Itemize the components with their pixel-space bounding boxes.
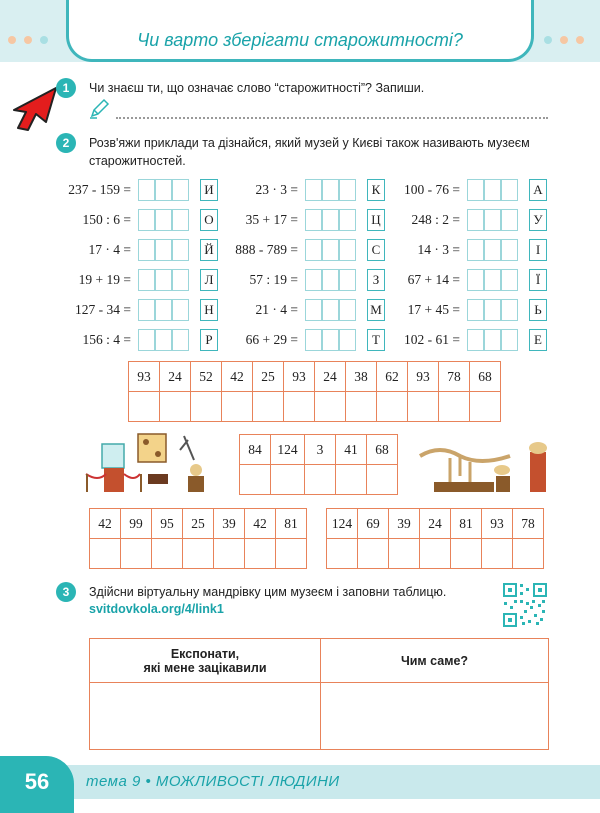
answer-digit-cell[interactable]	[155, 269, 172, 291]
code-letter-answer-cell[interactable]	[389, 539, 420, 569]
example-expression: 14 · 3 =	[417, 242, 460, 257]
code-letter-answer-cell[interactable]	[222, 392, 253, 422]
answer-digit-cell[interactable]	[501, 329, 518, 351]
code-letter-answer-cell[interactable]	[451, 539, 482, 569]
answer-digit-cell[interactable]	[155, 239, 172, 261]
code-number-cell: 25	[253, 362, 284, 392]
example-letter: З	[367, 269, 385, 291]
code-number-cell: 93	[284, 362, 315, 392]
example-letter: Н	[200, 299, 218, 321]
example-letter: Ь	[529, 299, 547, 321]
code-letter-answer-cell[interactable]	[346, 392, 377, 422]
example-expression: 57 : 19 =	[249, 272, 298, 287]
code-number-cell: 24	[420, 509, 451, 539]
exhibits-col-header-2-text: Чим саме?	[400, 653, 469, 668]
exhibits-answer-cell-1[interactable]	[90, 683, 321, 750]
code-letter-answer-cell[interactable]	[90, 539, 121, 569]
answer-digit-cell[interactable]	[305, 179, 322, 201]
code-number-cell: 24	[315, 362, 346, 392]
code-number-cell: 25	[183, 509, 214, 539]
answer-digit-cell[interactable]	[484, 329, 501, 351]
answer-digit-cell[interactable]	[305, 239, 322, 261]
code-letter-answer-cell[interactable]	[336, 465, 367, 495]
exhibits-col-header-1	[90, 639, 321, 683]
answer-digit-cell[interactable]	[305, 299, 322, 321]
answer-digit-cell[interactable]	[155, 299, 172, 321]
answer-digit-cell[interactable]	[467, 329, 484, 351]
code-letter-answer-cell[interactable]	[513, 539, 544, 569]
exhibits-answer-cell-2[interactable]	[321, 683, 549, 750]
code-letter-answer-cell[interactable]	[284, 392, 315, 422]
example-expression: 35 + 17 =	[245, 212, 298, 227]
dinosaur-skeleton-illustration	[410, 436, 560, 496]
code-letter-answer-cell[interactable]	[482, 539, 513, 569]
answer-digit-cell[interactable]	[322, 209, 339, 231]
code-letter-answer-cell[interactable]	[420, 539, 451, 569]
answer-digit-cell[interactable]	[339, 179, 356, 201]
code-letter-answer-cell[interactable]	[305, 465, 336, 495]
code-letter-answer-cell[interactable]	[152, 539, 183, 569]
code-letter-answer-cell[interactable]	[367, 465, 398, 495]
code-number-cell: 42	[222, 362, 253, 392]
answer-digit-cell[interactable]	[172, 179, 189, 201]
code-number-cell: 42	[90, 509, 121, 539]
code-table-row3	[89, 508, 307, 569]
answer-digit-cell[interactable]	[155, 209, 172, 231]
code-letter-answer-cell[interactable]	[271, 465, 305, 495]
task-3-text: Здійсни віртуальну мандрівку цим музеєм і заповни таблицю.	[89, 585, 447, 599]
code-number-cell: 99	[121, 509, 152, 539]
answer-digit-cell[interactable]	[339, 239, 356, 261]
answer-digit-cell[interactable]	[339, 209, 356, 231]
code-letter-answer-cell[interactable]	[191, 392, 222, 422]
answer-digit-cell[interactable]	[138, 239, 155, 261]
answer-digit-cell[interactable]	[484, 209, 501, 231]
answer-digit-cell[interactable]	[172, 269, 189, 291]
museum-exhibits-illustration	[84, 430, 234, 496]
answer-digit-cell[interactable]	[172, 299, 189, 321]
example-letter: Т	[367, 329, 385, 351]
answer-digit-cell[interactable]	[467, 209, 484, 231]
code-number-cell: 95	[152, 509, 183, 539]
task-3-badge: 3	[56, 582, 76, 602]
example-expression: 19 + 19 =	[78, 272, 131, 287]
code-number-cell: 39	[214, 509, 245, 539]
code-number-cell: 124	[327, 509, 358, 539]
code-letter-answer-cell[interactable]	[253, 392, 284, 422]
answer-digit-cell[interactable]	[138, 209, 155, 231]
code-letter-answer-cell[interactable]	[439, 392, 470, 422]
example-letter: У	[529, 209, 547, 231]
code-number-cell: 42	[245, 509, 276, 539]
code-letter-answer-cell[interactable]	[276, 539, 307, 569]
code-number-cell: 68	[367, 435, 398, 465]
answer-digit-cell[interactable]	[484, 269, 501, 291]
code-number-cell: 93	[408, 362, 439, 392]
answer-digit-cell[interactable]	[322, 299, 339, 321]
code-number-cell: 41	[336, 435, 367, 465]
answer-digit-cell[interactable]	[322, 269, 339, 291]
answer-digit-cell[interactable]	[501, 209, 518, 231]
code-letter-answer-cell[interactable]	[315, 392, 346, 422]
answer-digit-cell[interactable]	[138, 329, 155, 351]
answer-digit-cell[interactable]	[339, 299, 356, 321]
qr-code-icon	[502, 582, 548, 628]
answer-digit-cell[interactable]	[155, 329, 172, 351]
code-number-cell: 78	[439, 362, 470, 392]
example-expression: 102 - 61 =	[404, 332, 460, 347]
example-expression: 248 : 2 =	[411, 212, 460, 227]
answer-digit-cell[interactable]	[501, 299, 518, 321]
answer-digit-cell[interactable]	[172, 329, 189, 351]
code-number-cell: 78	[513, 509, 544, 539]
answer-digit-cell[interactable]	[467, 299, 484, 321]
code-letter-answer-cell[interactable]	[470, 392, 501, 422]
example-expression: 100 - 76 =	[404, 182, 460, 197]
answer-digit-cell[interactable]	[172, 209, 189, 231]
code-number-cell: 52	[191, 362, 222, 392]
answer-digit-cell[interactable]	[305, 209, 322, 231]
answer-digit-cell[interactable]	[138, 179, 155, 201]
code-letter-answer-cell[interactable]	[377, 392, 408, 422]
code-letter-answer-cell[interactable]	[214, 539, 245, 569]
task-1-badge: 1	[56, 78, 76, 98]
answer-digit-cell[interactable]	[322, 329, 339, 351]
answer-digit-cell[interactable]	[322, 239, 339, 261]
task-3-link[interactable]: svitdovkola.org/4/link1	[89, 602, 224, 616]
example-letter: Ї	[529, 269, 547, 291]
code-table-row4	[326, 508, 544, 569]
example-letter: А	[529, 179, 547, 201]
code-number-cell: 39	[389, 509, 420, 539]
page-number: 56	[0, 756, 74, 813]
answer-digit-cell[interactable]	[501, 179, 518, 201]
code-number-cell: 24	[160, 362, 191, 392]
example-letter: И	[200, 179, 218, 201]
example-expression: 23 · 3 =	[255, 182, 298, 197]
example-expression: 17 · 4 =	[88, 242, 131, 257]
example-letter: І	[529, 239, 547, 261]
example-letter: С	[367, 239, 385, 261]
code-number-cell: 84	[240, 435, 271, 465]
answer-digit-cell[interactable]	[305, 329, 322, 351]
answer-digit-cell[interactable]	[155, 179, 172, 201]
code-table-row1	[128, 361, 501, 422]
examples-grid	[0, 0, 600, 360]
example-letter: Е	[529, 329, 547, 351]
answer-digit-cell[interactable]	[467, 239, 484, 261]
code-number-cell: 93	[129, 362, 160, 392]
answer-digit-cell[interactable]	[484, 239, 501, 261]
code-number-cell: 68	[470, 362, 501, 392]
code-letter-answer-cell[interactable]	[129, 392, 160, 422]
code-number-cell: 69	[358, 509, 389, 539]
task-2-badge: 2	[56, 133, 76, 153]
example-expression: 888 - 789 =	[235, 242, 298, 257]
example-expression: 127 - 34 =	[75, 302, 131, 317]
example-letter: К	[367, 179, 385, 201]
code-number-cell: 38	[346, 362, 377, 392]
answer-digit-cell[interactable]	[501, 269, 518, 291]
answer-digit-cell[interactable]	[467, 179, 484, 201]
answer-digit-cell[interactable]	[138, 269, 155, 291]
answer-digit-cell[interactable]	[501, 239, 518, 261]
example-expression: 21 · 4 =	[255, 302, 298, 317]
example-letter: Л	[200, 269, 218, 291]
exhibits-col-header-2	[321, 639, 549, 683]
example-expression: 66 + 29 =	[245, 332, 298, 347]
code-number-cell: 62	[377, 362, 408, 392]
answer-digit-cell[interactable]	[484, 299, 501, 321]
example-expression: 150 : 6 =	[82, 212, 131, 227]
example-letter: О	[200, 209, 218, 231]
code-letter-answer-cell[interactable]	[160, 392, 191, 422]
task-1-text: Чи знаєш ти, що означає слово “старожитності”? Запиши.	[89, 81, 425, 95]
footer-topic: тема 9 • МОЖЛИВОСТІ ЛЮДИНИ	[86, 773, 340, 790]
answer-digit-cell[interactable]	[305, 269, 322, 291]
example-expression: 67 + 14 =	[407, 272, 460, 287]
example-expression: 156 : 4 =	[82, 332, 131, 347]
code-letter-answer-cell[interactable]	[121, 539, 152, 569]
answer-digit-cell[interactable]	[339, 329, 356, 351]
exhibits-col-header-1-text: Експонати, які мене зацікавили	[143, 646, 267, 675]
answer-digit-cell[interactable]	[339, 269, 356, 291]
code-number-cell: 81	[276, 509, 307, 539]
code-number-cell: 81	[451, 509, 482, 539]
answer-digit-cell[interactable]	[172, 239, 189, 261]
answer-digit-cell[interactable]	[322, 179, 339, 201]
code-number-cell: 3	[305, 435, 336, 465]
code-letter-answer-cell[interactable]	[327, 539, 358, 569]
answer-digit-cell[interactable]	[138, 299, 155, 321]
example-letter: М	[367, 299, 385, 321]
code-letter-answer-cell[interactable]	[240, 465, 271, 495]
page-title: Чи варто зберігати старожитності?	[137, 30, 463, 50]
answer-digit-cell[interactable]	[467, 269, 484, 291]
example-expression: 17 + 45 =	[407, 302, 460, 317]
example-expression: 237 - 159 =	[68, 182, 131, 197]
code-table-row2	[239, 434, 398, 495]
exhibits-table	[89, 638, 549, 750]
example-letter: Р	[200, 329, 218, 351]
task-2-text: Розв'яжи приклади та дізнайся, який музей у Києві також називають музеєм старожитностей.	[89, 136, 530, 168]
code-letter-answer-cell[interactable]	[408, 392, 439, 422]
answer-digit-cell[interactable]	[484, 179, 501, 201]
code-letter-answer-cell[interactable]	[245, 539, 276, 569]
code-letter-answer-cell[interactable]	[358, 539, 389, 569]
example-letter: Ц	[367, 209, 385, 231]
code-number-cell: 93	[482, 509, 513, 539]
code-letter-answer-cell[interactable]	[183, 539, 214, 569]
code-number-cell: 124	[271, 435, 305, 465]
example-letter: Й	[200, 239, 218, 261]
